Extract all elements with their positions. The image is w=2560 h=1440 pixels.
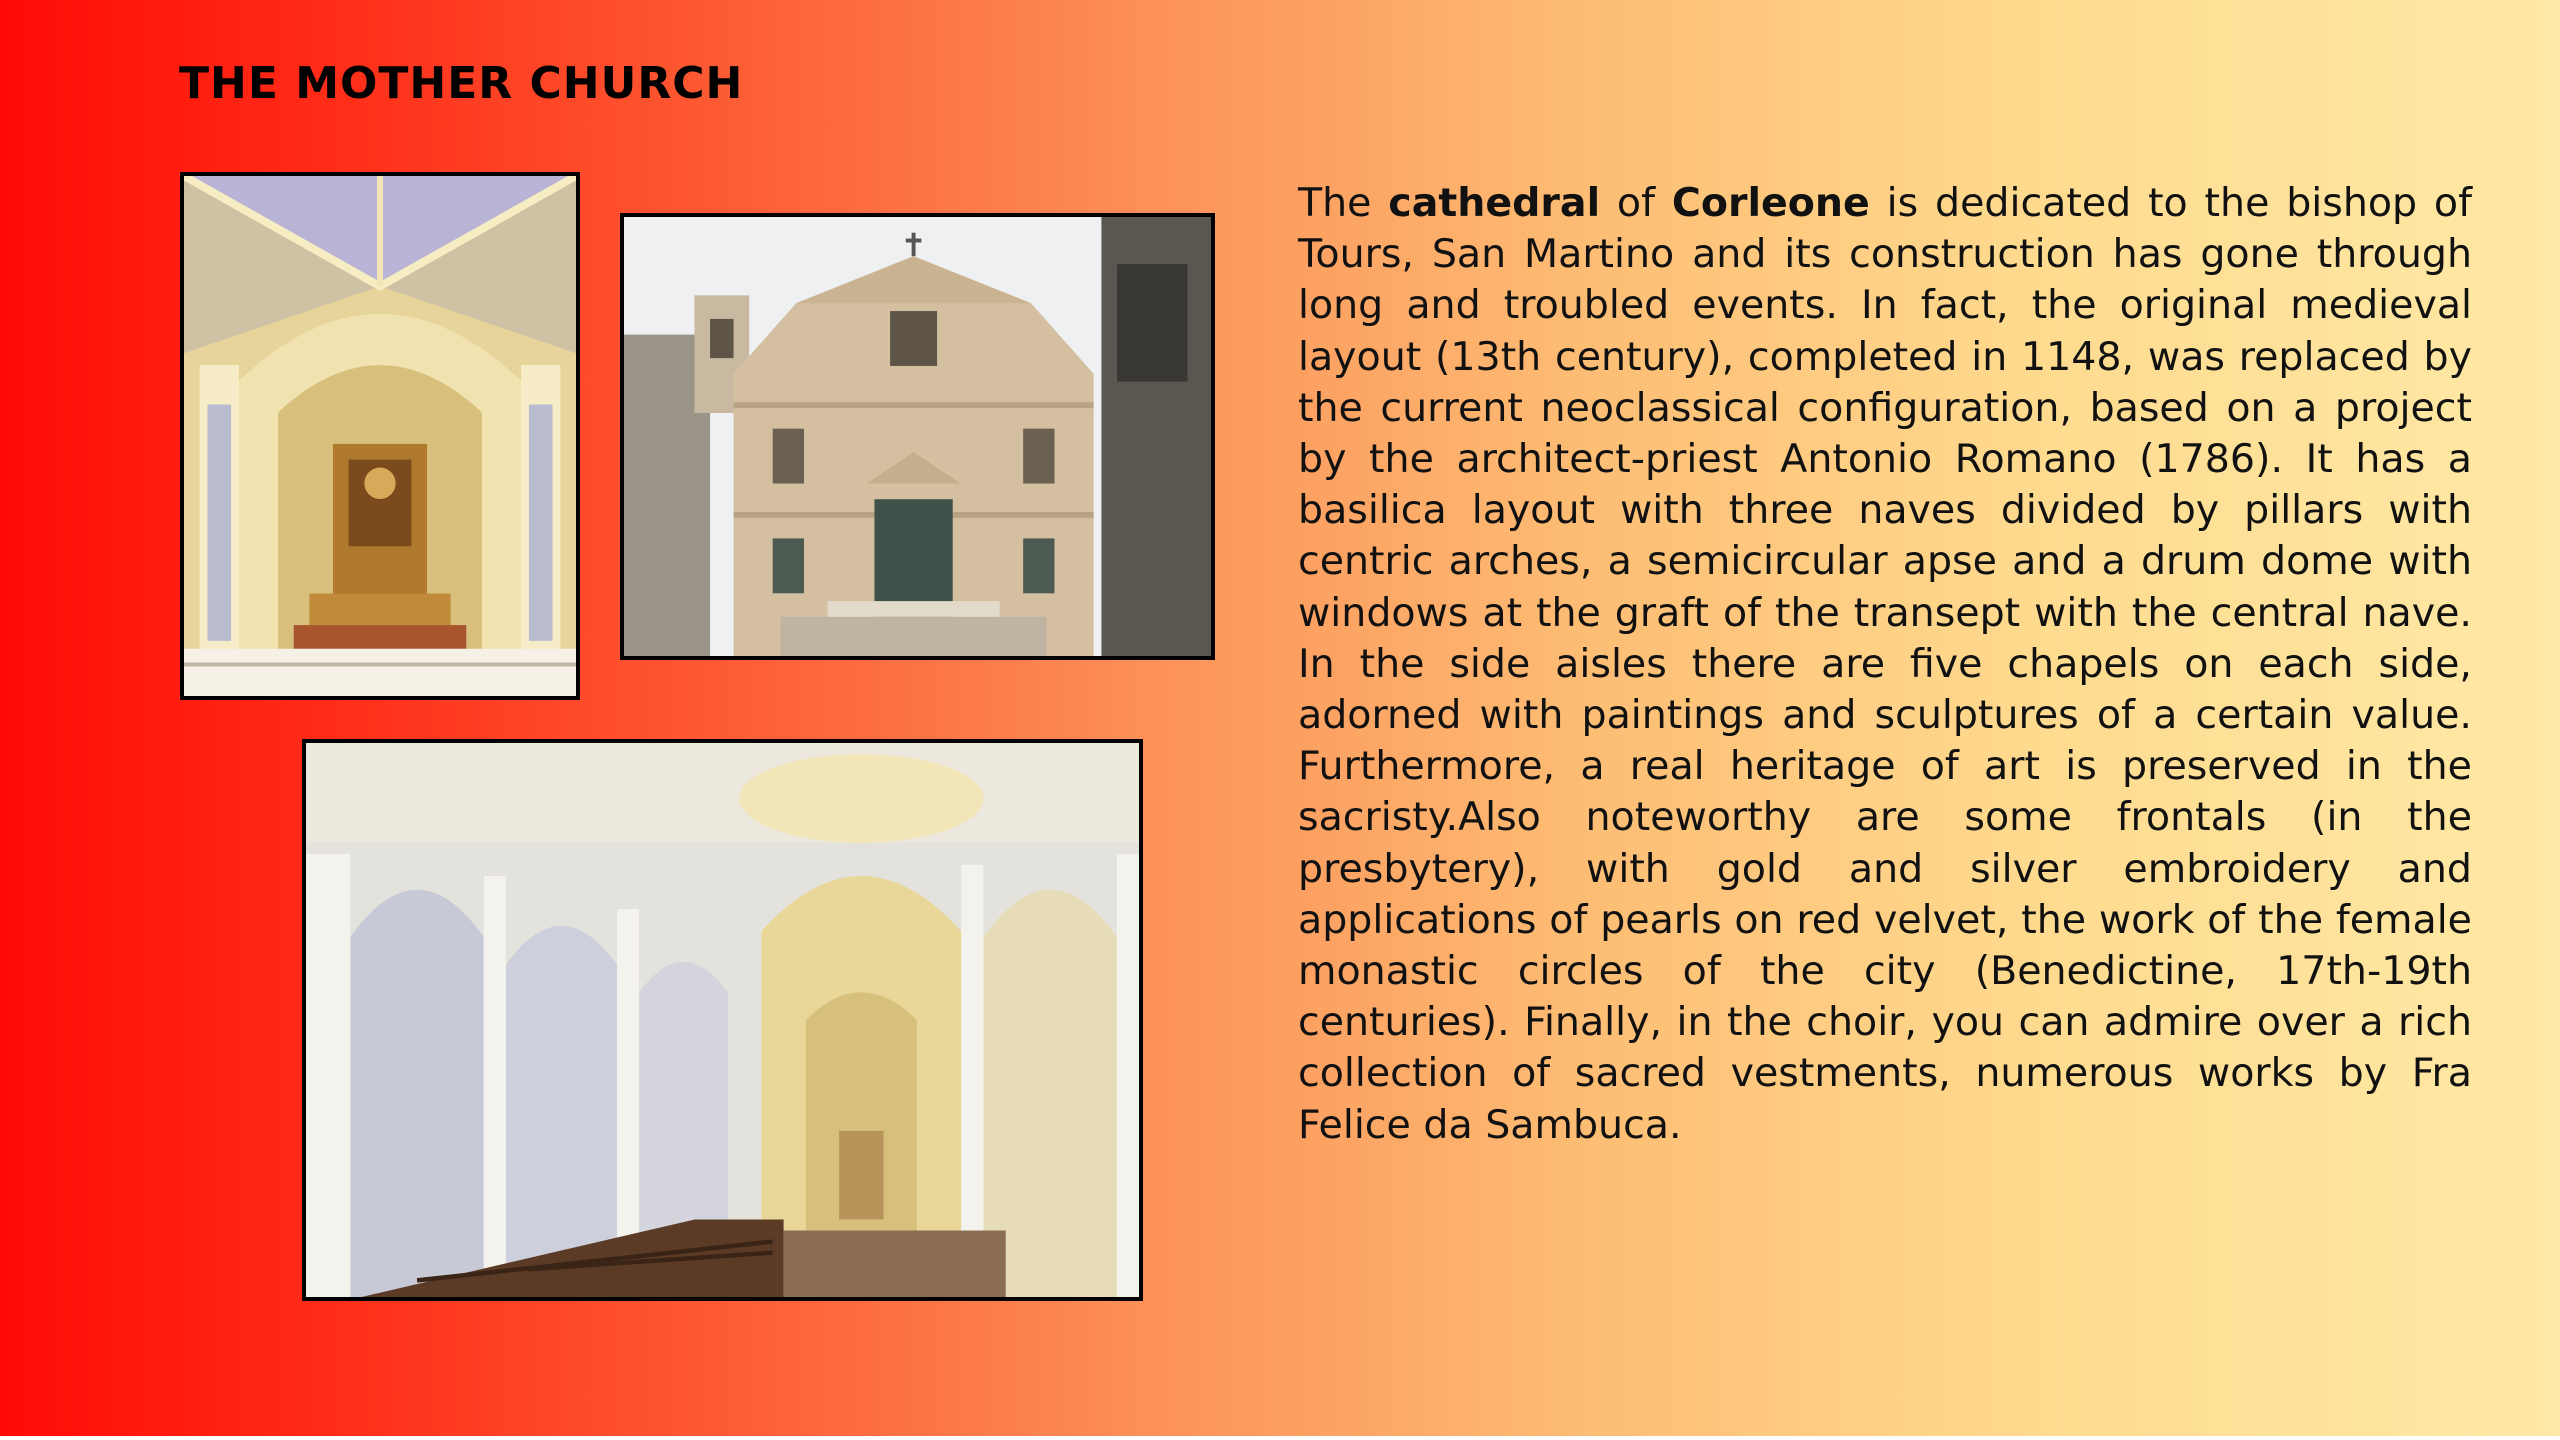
nave-interior-image [306, 743, 1139, 1297]
chapel-interior-image [184, 176, 576, 696]
church-facade-image [624, 217, 1211, 656]
description-seg-3: is dedicated to the bishop of Tours, San Martino and its construction has gone through long and troubled events. In fact, the original medieval layout (13th century), completed in 1148, was replaced by the current neoclassical configuration, based on a project by the architect-priest Antonio Romano (1786). It has a basilica layout with three naves divided by pillars with centric arches, a semicircular apse and a drum dome with windows at the graft of the transept with the central nave. In the side aisles there are five chapels on each side, adorned with paintings and sculptures of a certain value. Furthermore, a real heritage of art is preserved in the sacristy.Also noteworthy are some frontals (in the presbytery), with gold and silver embroidery and applications of pearls on red velvet, the work of the female monastic circles of the city (Benedictine, 17th-19th centuries). Finally, in the choir, you can admire over a rich collection of sacred vestments, numerous works by Fra Felice da Sambuca. [1298, 180, 2472, 1148]
description-seg-1: The [1298, 180, 1389, 226]
photo-chapel-interior [180, 172, 580, 700]
slide-title: THE MOTHER CHURCH [179, 58, 744, 109]
photo-nave-interior [302, 739, 1143, 1301]
description-text [1298, 178, 2472, 1151]
description-seg-2: of [1600, 180, 1672, 226]
photo-church-facade [620, 213, 1215, 660]
description-bold-cathedral: cathedral [1388, 180, 1601, 226]
description-bold-corleone: Corleone [1671, 180, 1870, 226]
